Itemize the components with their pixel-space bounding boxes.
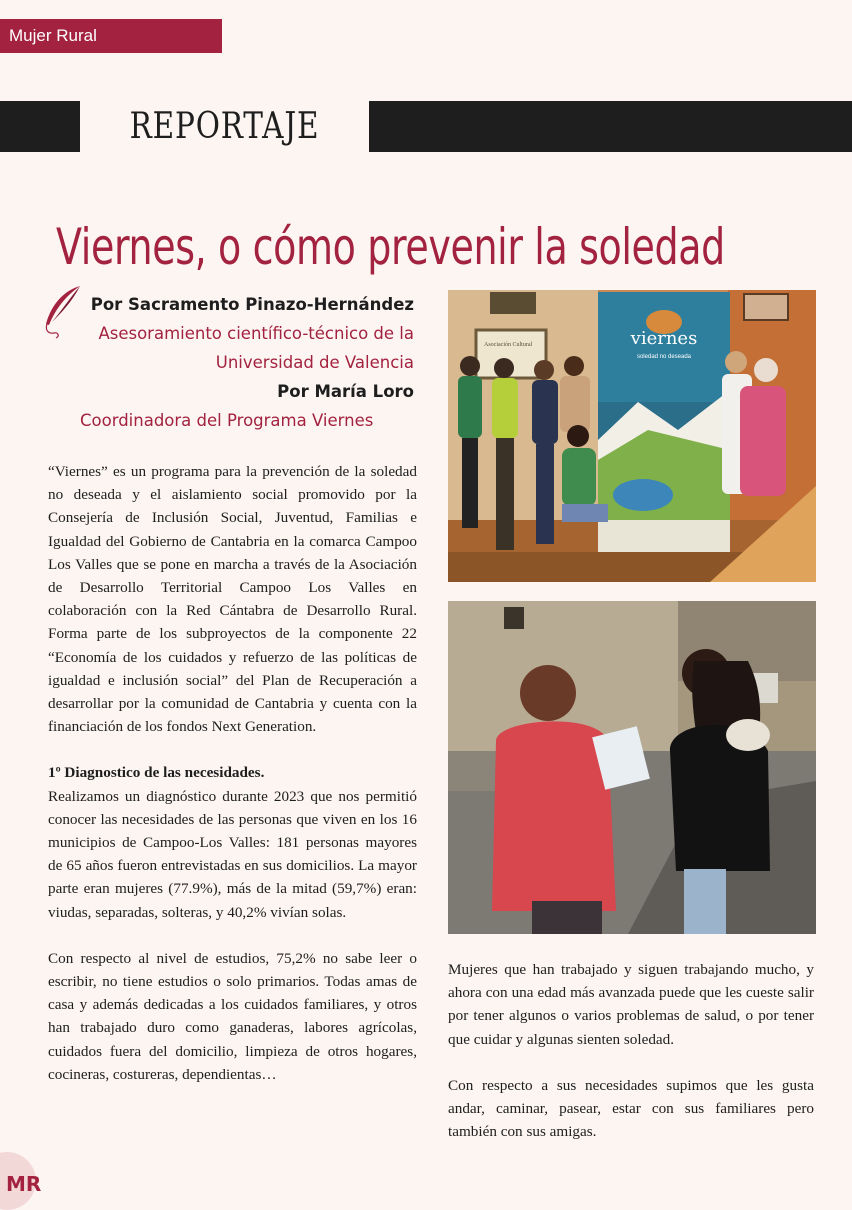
- article-column-right: [448, 958, 814, 1166]
- photo-street-conversation: [448, 601, 816, 934]
- banner-title: viernes: [630, 328, 698, 349]
- paragraph-intro: “Viernes” es un programa para la prevención de la soledad no deseada y el aislamiento social promovido por la Consejería de Inclusión Social, Juventud, Familias e Igualdad del Gobierno de Cantabria en la comarca Campoo Los Valles que se pone en marcha a través de la Asociación de Desarrollo Territorial Campoo Los Valles en colaboración con la Red Cántabra de Desarrollo Rural. Forma parte de los subproyectos de la componente 22 “Economía de los cuidados y refuerzo de las políticas de igualdad e inclusión social” del Plan de Recuperación a desarrollar por la comunidad de Cantabria y cuenta con la financiación de los fondos Next Generation.: [48, 463, 417, 736]
- logo-text: MR: [6, 1172, 42, 1196]
- byline-role-1: Asesoramiento científico-técnico de la Universidad de Valencia: [98, 324, 414, 372]
- header-bar-left: [0, 101, 80, 152]
- section-title: REPORTAJE: [129, 106, 320, 147]
- byline: [80, 290, 414, 435]
- paragraph-studies: Con respecto al nivel de estudios, 75,2% no sabe leer o escribir, no tiene estudios o solo primarios. Todas amas de casa y además dedicadas a los cuidados familiares, y otros han trabajado duro como ganaderas, labores agrícolas, cuidados fuera del domicilio, limpieza de otros hogares, cocineras, costureras, dependientas…: [48, 949, 417, 1083]
- article-column-left: [48, 460, 417, 1109]
- header-bar-right: [369, 101, 852, 152]
- paragraph-needs: Con respecto a sus necesidades supimos que les gusta andar, caminar, pasear, estar con sus familiares pero también con sus amigas.: [448, 1076, 814, 1141]
- section-diagnosis: [48, 761, 417, 923]
- section-tag: Mujer Rural: [0, 19, 222, 53]
- magazine-logo: [0, 1164, 60, 1200]
- banner-subtitle: soledad no deseada: [636, 354, 692, 360]
- photo-group-banner: [448, 290, 816, 582]
- byline-author-1: Por Sacramento Pinazo-Hernández: [90, 295, 414, 314]
- heading-diagnosis: 1º Diagnostico de las necesidades.: [48, 764, 265, 782]
- headline: Viernes, o cómo prevenir la soledad: [56, 217, 725, 276]
- paragraph-women: Mujeres que han trabajado y siguen trabajando mucho, y ahora con una edad más avanzada puede que les cueste salir por tener algunos o varios problemas de salud, o por tener que cuidar y algunas sienten soledad.: [448, 961, 814, 1048]
- byline-author-2: Por María Loro: [277, 382, 414, 401]
- quill-icon: [40, 284, 84, 340]
- byline-role-2: Coordinadora del Programa Viernes: [80, 411, 374, 430]
- paragraph-diagnosis: Realizamos un diagnóstico durante 2023 que nos permitió conocer las necesidades de las personas que viven en los 16 municipios de Campoo-Los Valles: 181 personas mayores de 65 años fueron entrevistadas en sus domicilios. La mayor parte eran mujeres (77.9%), más de la mitad (59,7%) eran: viudas, separadas, solteras, y 40,2% vivían solas.: [48, 787, 417, 921]
- poster-text: Asociación Cultural: [484, 342, 533, 348]
